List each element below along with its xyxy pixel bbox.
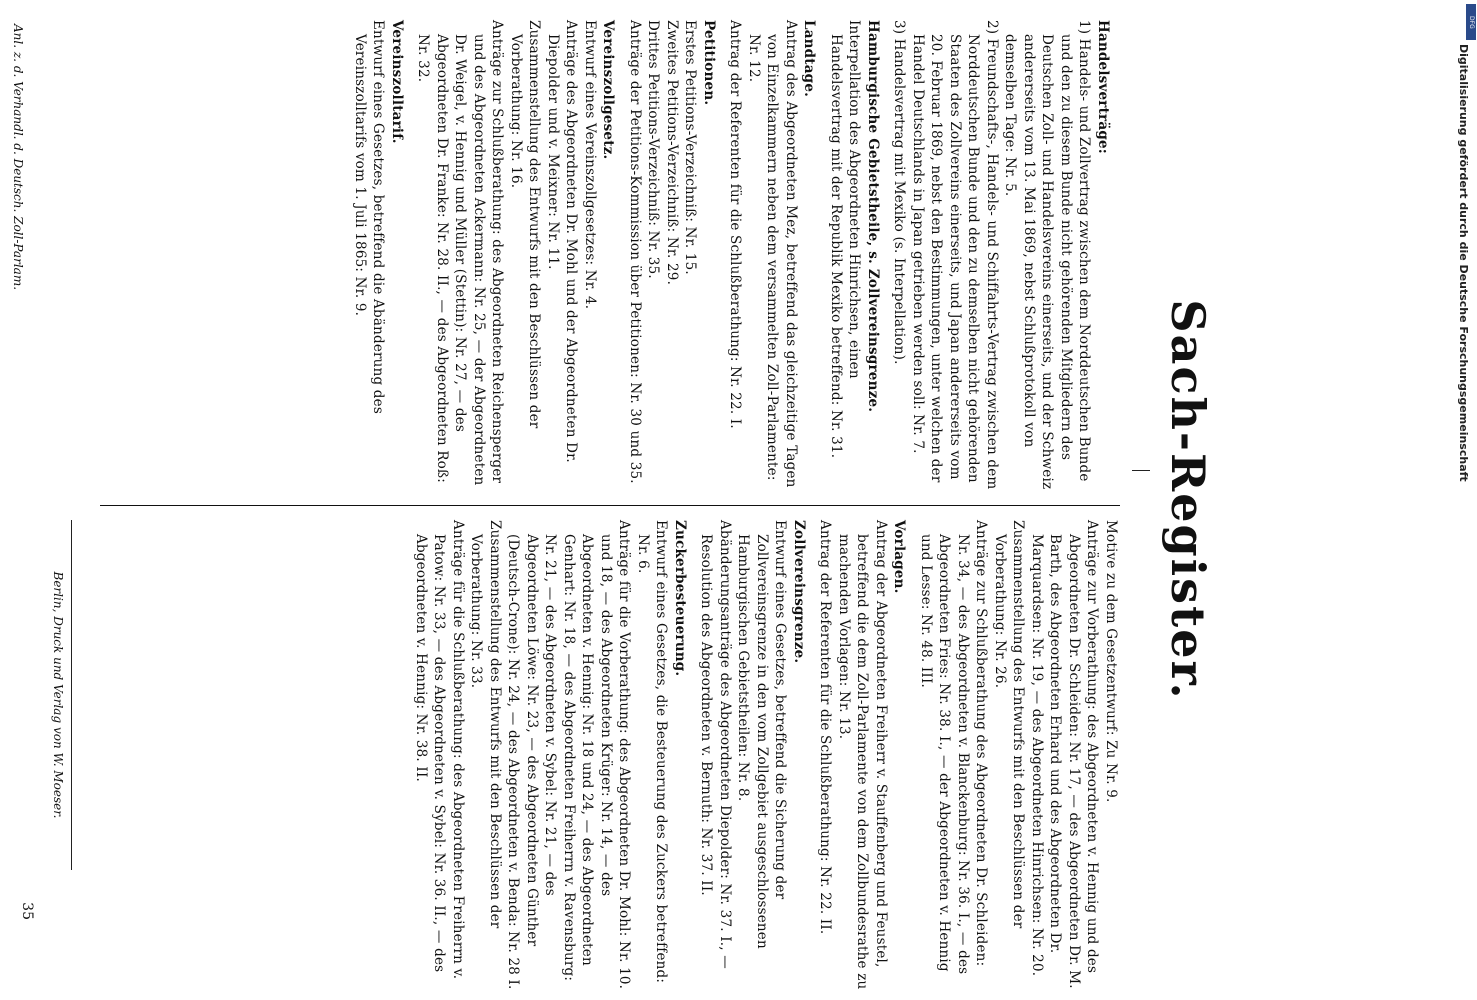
register-entry: Entwurf eines Gesetzes, die Besteuerung des Zuckers betreffend: Nr. 6.: [635, 520, 670, 984]
section-heading: Vereinszolltarif.: [389, 20, 405, 144]
page-title: Sach-Register.: [1161, 299, 1215, 701]
register-entry: Anträge der Petitions-Kommission über Petitionen: Nr. 30 und 35.: [627, 20, 643, 484]
section-heading: Zuckerbesteuerung.: [672, 520, 688, 677]
digitization-strip: [1455, 0, 1477, 1000]
register-entry: Motive zu dem Gesetzentwurf: Zu Nr. 9.: [1103, 520, 1119, 803]
section-heading: Landtage.: [801, 20, 818, 98]
section-heading: Hamburgische Gebietstheile, s. Zollvereinsgrenze.: [865, 20, 881, 413]
register-entry: Abänderungsanträge des Abgeordneten Diepolder: Nr. 37. I., — Resolution des Abgeordneten v. Bernuth: Nr. 37. II.: [698, 520, 733, 969]
section-heading: Vereinszollgesetz.: [600, 20, 617, 160]
register-entry: Antrag der Referenten für die Schlußberathung: Nr. 22. II.: [817, 520, 834, 935]
register-entry: Entwurf eines Gesetzes, betreffend die Sicherung der Zollvereinsgrenze in den vom Zollgebiet ausgeschlossenen Hamburgischen Gebietstheilen: Nr. 8.: [735, 520, 789, 949]
register-entry: Erstes Petitions-Verzeichniß: Nr. 15.: [682, 20, 699, 275]
register-entry: Anträge zur Vorberathung: des Abgeordneten v. Hennig und des Abgeordneten Dr. Schleiden: Nr. 17, — des Abgeordneten Dr. M. Barth, des Abgeordneten Erhard und des Abgeordneten Dr. Marquardsen: Nr. 19, — des Abgeordneten Hinrichsen: Nr. 20.: [1029, 520, 1101, 989]
left-column: [351, 20, 1121, 490]
register-entry: Zweites Petitions-Verzeichniß: Nr. 29.: [664, 20, 680, 286]
register-entry: Interpellation des Abgeordneten Hinrichsen, einen Handelsvertrag mit der Republik Mexiko betreffend: Nr. 31.: [828, 20, 863, 459]
register-entry: Zusammenstellung des Entwurfs mit den Beschlüssen der Vorberathung: Nr. 33.: [468, 520, 503, 929]
section-heading: Vorlagen.: [891, 520, 908, 594]
dfg-logo: DFG: [1466, 4, 1476, 40]
register-entry: Zusammenstellung des Entwurfs mit den Beschlüssen der Vorberathung: Nr. 16.: [508, 20, 543, 429]
footer-rule: [71, 520, 72, 870]
section-heading: Petitionen.: [701, 20, 717, 106]
footer-left-note: Anl. z. d. Verhandl. d. Deutsch. Zoll-Parlam.: [11, 24, 25, 291]
register-entry: Anträge zur Schlußberathung des Abgeordneten Dr. Schleiden: Nr. 34, — des Abgeordneten v. Blanckenburg: Nr. 36. I., — des Abgeordneten Fries: Nr. 38. I., — der Abgeordneten v. Hennig und Lesse: Nr. 48. III.: [918, 520, 990, 975]
register-entry: Antrag des Abgeordneten Mez, betreffend das gleichzeitige Tagen von Einzelkammern neben dem versammelten Zoll-Parlamente: Nr. 12.: [746, 20, 799, 488]
title-divider: [1132, 470, 1150, 471]
publisher-imprint: Berlin, Druck und Verlag von W. Moeser.: [51, 571, 65, 819]
register-entry: 1) Handels- und Zollvertrag zwischen dem Norddeutschen Bunde und den zu diesem Bunde nicht gehörenden Mitgliedern des Deutschen Zoll- und Handelsvereins einerseits, und der Schweiz andererseits vom 13. Mai 1869, nebst Schlußprotokoll von demselben Tage: Nr. 5.: [1002, 20, 1093, 490]
digitization-note: Digitalisierung gefördert durch die Deutsche Forschungsgemeinschaft: [1457, 44, 1470, 482]
register-entry: 2) Freundschafts-, Handels- und Schiffahrts-Vertrag zwischen dem Norddeutschen Bunde und den zu demselben nicht gehörenden Staaten des Zollvereins einerseits, und Japan andererseits vom 20. Februar 1869, nebst den Bestimmungen, unter welchen der Handel Deutschlands in Japan getrieben werden soll: Nr. 7.: [910, 20, 1000, 490]
register-entry: Entwurf eines Gesetzes, betreffend die Abänderung des Vereinszolltarifs vom 1. Juli 1865: Nr. 9.: [352, 20, 387, 414]
register-entry: Anträge des Abgeordneten Dr. Mohl und der Abgeordneten Dr. Diepolder und v. Meixner: Nr. 11.: [545, 20, 580, 463]
page-number: 35: [19, 902, 35, 920]
register-entry: Anträge für die Vorberathung: des Abgeordneten Dr. Mohl: Nr. 10. und 18, — des Abgeordneten Krüger: Nr. 14, — des Abgeordneten v. Hennig: Nr. 18 und 24, — des Abgeordneten Genhart: Nr. 18, — des Abgeordneten Freiherrn v. Ravensburg: Nr. 21, — des Abgeordneten v. Sybel: Nr. 21, — des Abgeordneten Löwe: Nr. 23, — des Abgeordneten Günther (Deutsch-Crone): Nr. 24, — des Abgeordneten v. Benda: Nr. 28 I.: [505, 520, 633, 990]
column-divider: [100, 505, 1120, 506]
register-entry: Antrag der Abgeordneten Freiherr v. Stauffenberg und Feustel, betreffend die dem Zoll-Parlamente von dem Zollbundesrathe zu machenden Vorlagen: Nr. 13.: [836, 520, 889, 990]
register-entry: Antrag der Referenten für die Schlußberathung: Nr. 22. I.: [727, 20, 744, 429]
register-entry: Entwurf eines Vereinszollgesetzes: Nr. 4.: [582, 20, 598, 310]
register-entry: Anträge für die Schlußberathung: des Abgeordneten Freiherrn v. Patow: Nr. 33, — des Abgeordneten v. Sybel: Nr. 36. II., — des Abgeordneten v. Hennig: Nr. 38. II.: [413, 520, 466, 980]
section-heading: Handelsverträge:: [1095, 20, 1111, 154]
register-entry: Drittes Petitions-Verzeichniß: Nr. 35.: [645, 20, 662, 279]
register-entry: 3) Handelsvertrag mit Mexiko (s. Interpellation).: [891, 20, 908, 365]
right-column: [412, 520, 1121, 990]
section-heading: Zollvereinsgrenze.: [791, 520, 807, 664]
register-entry: Zusammenstellung des Entwurfs mit den Beschlüssen der Vorberathung: Nr. 26.: [992, 520, 1027, 929]
register-entry: Anträge zur Schlußberathung: des Abgeordneten Reichensperger und des Abgeordneten Ackermann: Nr. 25, — der Abgeordneten Dr. Weigel, v. Hennig und Müller (Stettin): Nr. 27, — des Abgeordneten Dr. Franke: Nr. 28. II., — des Abgeordneten Roß: Nr. 32.: [415, 20, 506, 486]
